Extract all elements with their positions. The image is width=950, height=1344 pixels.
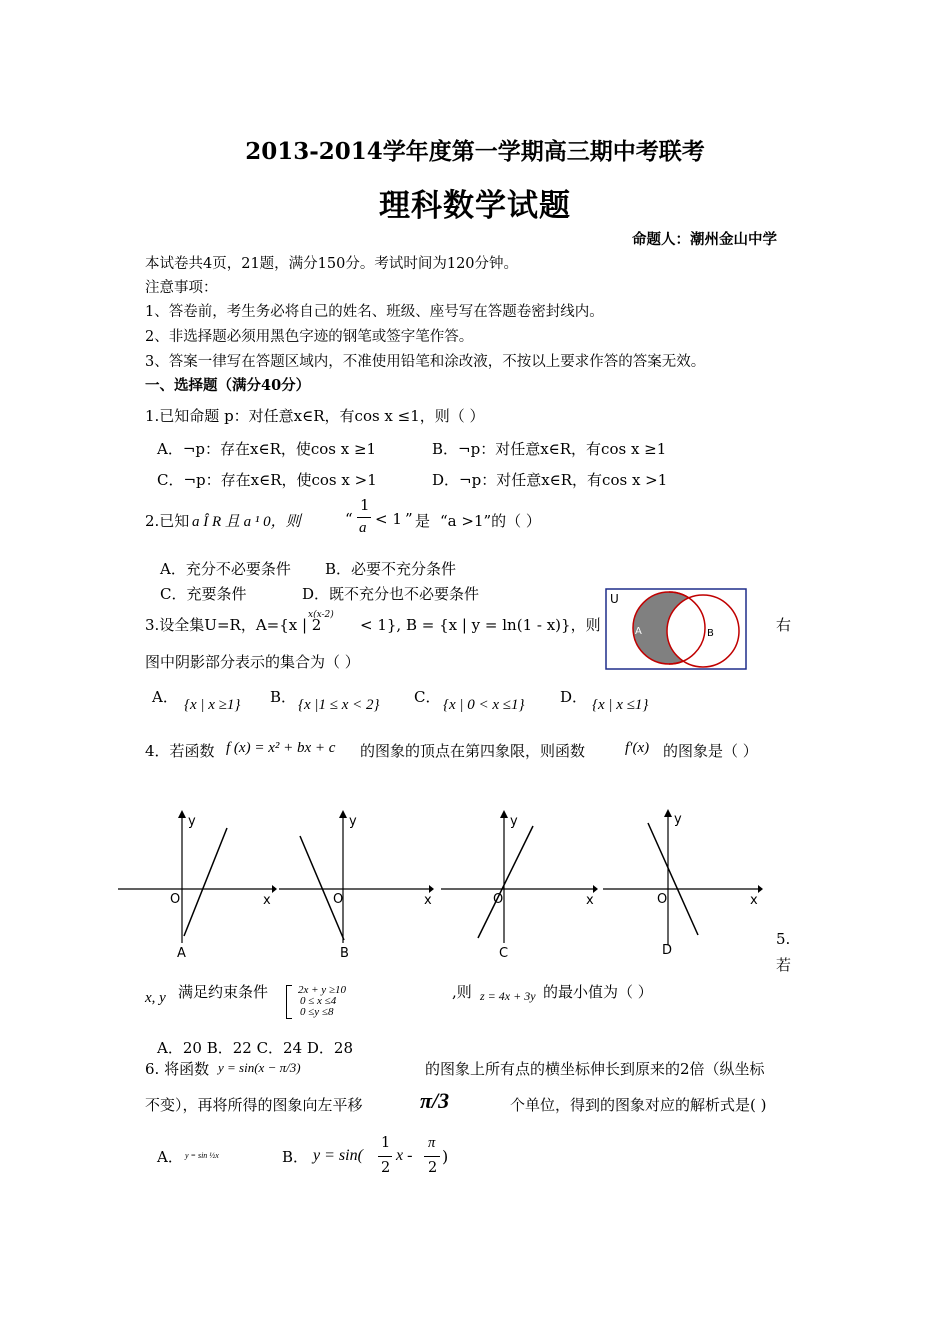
q2-option-a: A．充分不必要条件 [160, 560, 291, 578]
y-axis-arrow-icon [339, 810, 347, 818]
q2-condition: a Î R 且 a ¹ 0，则 [192, 514, 301, 530]
q5-options: A．20 B．22 C．24 D．28 [157, 1039, 354, 1057]
q4-graph-d [600, 805, 770, 965]
q5-text-2: ,则 [452, 983, 472, 1001]
y-axis-arrow-icon [500, 810, 508, 818]
q3-option-a: {x | x ≥1} [184, 697, 241, 713]
q5-objective: z = 4x + 3y [480, 989, 536, 1003]
graph-line [478, 826, 533, 938]
q2-lt-one: < 1 [375, 510, 402, 528]
q3-option-b: {x |1 ≤ x < 2} [298, 697, 380, 713]
y-axis-arrow-icon [178, 810, 186, 818]
q6-option-b-mid: x - [396, 1147, 413, 1164]
q6-shift: π/3 [420, 1088, 450, 1113]
venn-label-u: U [610, 592, 619, 606]
q1-stem: 1.已知命题 p：对任意x∈R，有cos x ≤1，则（ ） [145, 407, 485, 425]
q3-exponent: x(x-2) [308, 610, 334, 620]
q2-frac-den: a [359, 520, 367, 536]
x-label: x [750, 893, 758, 908]
q6-function: y = sin(x − π/3) [218, 1060, 301, 1075]
q2-open-quote: “ [345, 510, 353, 528]
y-label: y [510, 814, 518, 829]
y-label: y [674, 812, 682, 827]
q4-graph-a [115, 808, 277, 968]
x-label: x [586, 893, 594, 908]
x-label: x [263, 893, 271, 908]
q6-option-a-label: A． [157, 1148, 183, 1166]
q3-option-d-label: D． [560, 688, 588, 706]
q6-line-2-b: 个单位，得到的图象对应的解析式是( ) [510, 1096, 767, 1114]
q3-option-c-label: C． [414, 688, 441, 706]
q4-stem-b: 的图象的顶点在第四象限，则函数 [360, 742, 586, 760]
q6-option-a: y = sin ½x [185, 1151, 219, 1160]
q5-vars: x, y [145, 990, 166, 1006]
venn-circle-b [667, 595, 739, 667]
x-axis-arrow-icon [593, 885, 598, 893]
graph-label: C [499, 946, 509, 961]
q6-option-b-frac2-num: π [428, 1135, 436, 1151]
x-label: x [424, 893, 432, 908]
venn-label-b: B [707, 628, 714, 639]
q5-number: 5. [776, 930, 791, 948]
exam-subtitle: 理科数学试题 [379, 188, 571, 224]
x-axis-arrow-icon [758, 885, 763, 893]
q2-frac-num: 1 [360, 496, 370, 514]
q4-function: f (x) = x² + bx + c [226, 740, 336, 756]
q6-option-b-frac2-bar [424, 1156, 440, 1157]
q6-option-b-frac1-den: 2 [381, 1160, 391, 1176]
q6-stem-a: 6. 将函数 [145, 1060, 210, 1078]
q4-graph-c [438, 808, 603, 968]
q6-option-b-post: ) [442, 1147, 449, 1166]
origin-label: O [170, 892, 181, 907]
graph-label: A [177, 946, 186, 961]
q3-line-2: 图中阴影部分表示的集合为（ ） [145, 653, 360, 671]
q3-option-d: {x | x ≤1} [592, 697, 649, 713]
origin-label: O [657, 892, 668, 907]
q2-prefix: 2.已知 [145, 512, 190, 530]
q5-ruo: 若 [776, 956, 792, 974]
q1-option-c: C．¬p：存在x∈R，使cos x >1 [157, 471, 377, 489]
intro-line: 本试卷共4页，21题，满分150分。考试时间为120分钟。 [145, 256, 519, 272]
origin-label: O [333, 892, 344, 907]
graph-label: B [340, 946, 349, 961]
q3-option-c: {x | 0 < x ≤1} [443, 697, 525, 713]
y-label: y [349, 814, 357, 829]
q4-graph-b [276, 808, 438, 968]
y-label: y [188, 814, 196, 829]
q2-option-c: C．充要条件 [160, 585, 247, 603]
q4-stem-a: 4．若函数 [145, 742, 215, 760]
venn-diagram [605, 588, 747, 670]
q3-stem: 3.设全集U=R，A={x | 2 [145, 616, 322, 634]
note-3: 3、答案一律写在答题区域内，不准使用铅笔和涂改液，不按以上要求作答的答案无效。 [145, 354, 706, 370]
q5-constraint-2: 0 ≤ x ≤4 [300, 995, 337, 1007]
q5-brace-icon [286, 985, 292, 1019]
q2-option-b: B．必要不充分条件 [325, 560, 457, 578]
q5-constraint-3: 0 ≤y ≤8 [300, 1006, 334, 1018]
q5-text-3: 的最小值为（ ） [543, 983, 653, 1001]
q3-right-word: 右 [776, 616, 792, 634]
q5-constraint-1: 2x + y ≥10 [298, 984, 346, 996]
graph-line [648, 823, 698, 935]
q6-option-b-frac1-bar [378, 1156, 392, 1157]
q6-line-2-a: 不变），再将所得的图象向左平移 [145, 1096, 363, 1114]
q6-option-b-frac2-den: 2 [428, 1160, 438, 1176]
q4-stem-c: 的图象是（ ） [663, 742, 758, 760]
q4-derivative: f′(x) [625, 740, 650, 756]
q1-option-d: D．¬p：对任意x∈R，有cos x >1 [432, 471, 668, 489]
q1-option-a: A．¬p：存在x∈R，使cos x ≥1 [157, 440, 377, 458]
q6-option-b-frac1-num: 1 [381, 1135, 391, 1151]
exam-title: 2013-2014学年度第一学期高三期中考联考 [245, 138, 705, 165]
q2-close-quote: ” [405, 510, 413, 528]
q5-text-1: 满足约束条件 [178, 983, 269, 1001]
graph-line [300, 836, 344, 940]
q6-option-b-pre: y = sin( [313, 1147, 363, 1164]
q2-frac-bar [357, 517, 371, 518]
q2-option-d: D．既不充分也不必要条件 [302, 585, 480, 603]
graph-line [184, 828, 227, 936]
y-axis-arrow-icon [664, 809, 672, 817]
q6-stem-b: 的图象上所有点的横坐标伸长到原来的2倍（纵坐标 [425, 1060, 765, 1078]
q6-option-b-label: B． [282, 1148, 309, 1166]
section-heading: 一、选择题（满分40分） [145, 377, 311, 394]
q3-option-a-label: A． [152, 688, 178, 706]
q1-option-b: B．¬p：对任意x∈R，有cos x ≥1 [432, 440, 667, 458]
graph-label: D [662, 943, 673, 958]
q2-is: 是 [415, 512, 431, 530]
x-axis-arrow-icon [429, 885, 434, 893]
note-2: 2、非选择题必须用黑色字迹的钢笔或签字笔作答。 [145, 329, 474, 345]
q3-option-b-label: B． [270, 688, 297, 706]
q2-condition-2: “a >1”的（ ） [440, 512, 541, 530]
venn-label-a: A [635, 626, 642, 637]
q3-stem-2: < 1}, B = {x | y = ln(1 - x)}，则 [360, 616, 601, 634]
origin-label: O [493, 892, 504, 907]
note-1: 1、答卷前，考生务必将自己的姓名、班级、座号写在答题卷密封线内。 [145, 304, 604, 320]
author-line: 命题人：潮州金山中学 [632, 232, 777, 248]
notice-title: 注意事项： [145, 280, 218, 296]
